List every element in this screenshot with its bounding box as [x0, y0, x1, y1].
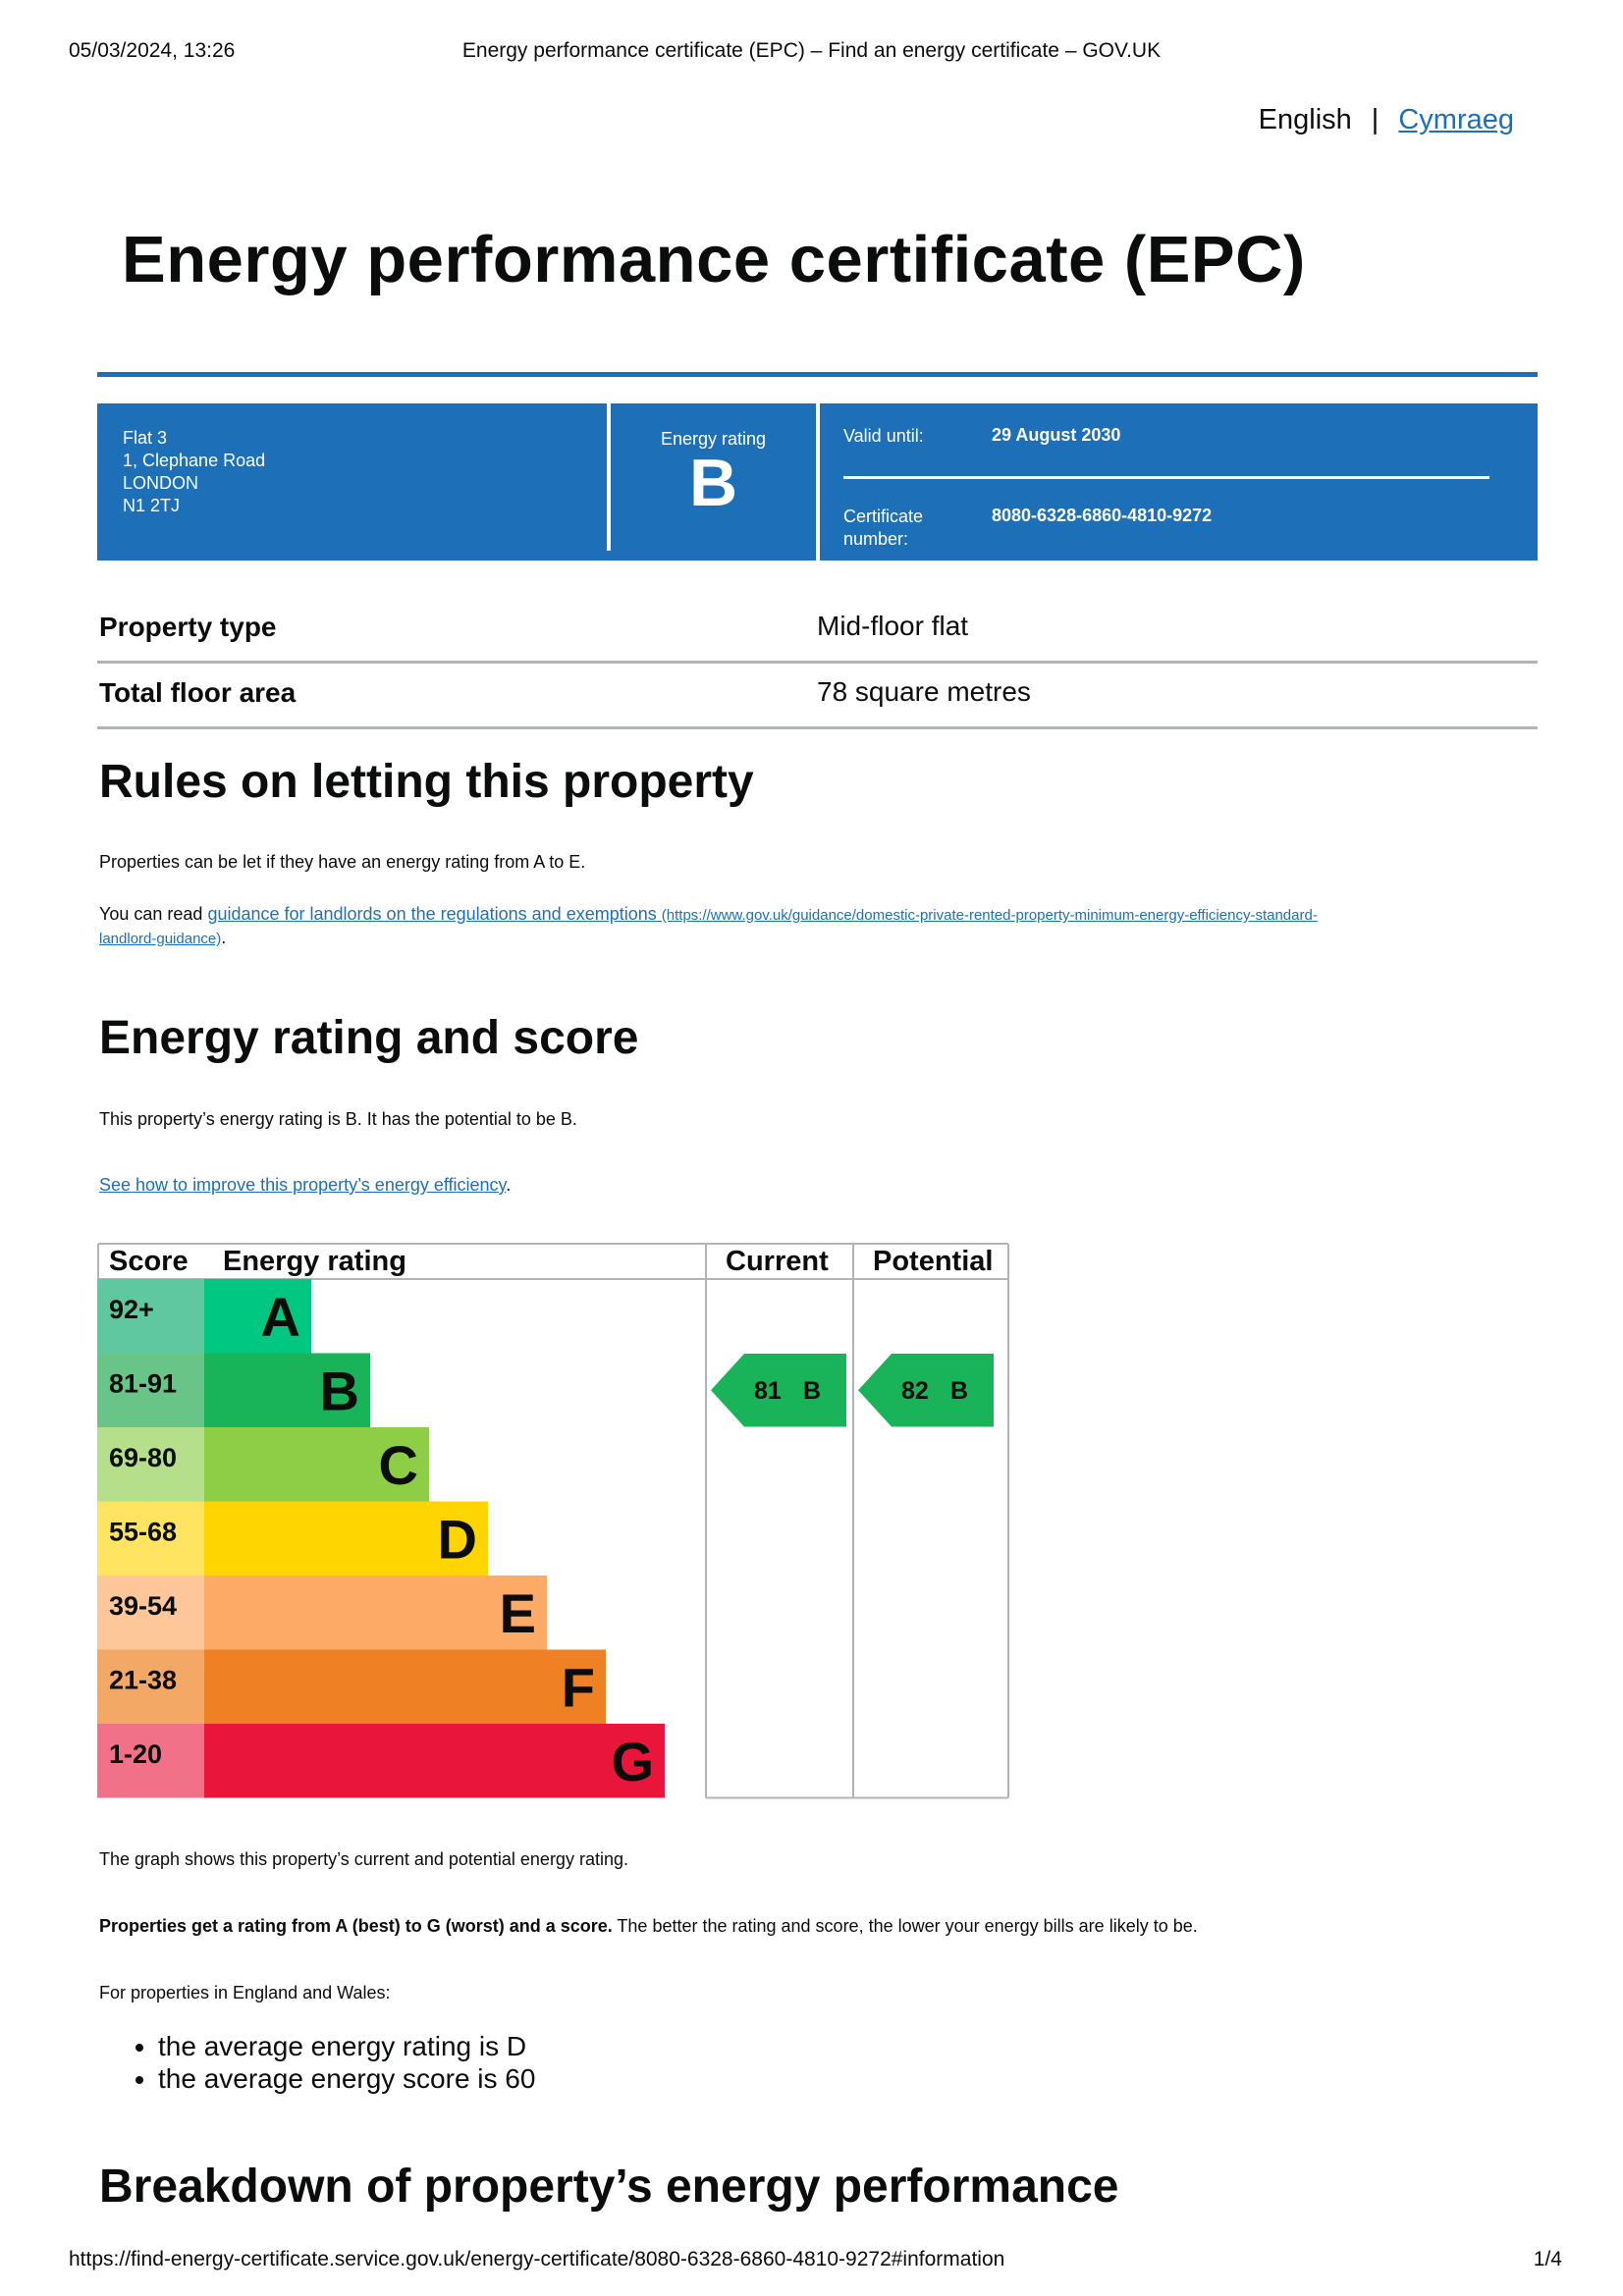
guidance-link[interactable] [99, 904, 1318, 947]
guidance-suffix: . [221, 928, 227, 947]
summary-row [97, 664, 1538, 729]
property-summary-list [97, 598, 1538, 729]
guidance-link-url: landlord-guidance) [99, 931, 222, 947]
band-letter: F [561, 1656, 595, 1719]
current-rating-letter: B [803, 1377, 822, 1405]
certificate-number-value: 8080-6328-6860-4810-9272 [992, 506, 1213, 525]
summary-value: Mid-floor flat [817, 611, 969, 641]
band-score-label: 1-20 [109, 1739, 163, 1769]
guidance-link-text: guidance for landlords on the regulations and exemptions [207, 904, 657, 924]
band-letter: B [319, 1360, 359, 1422]
potential-rating-letter: B [950, 1377, 969, 1405]
letting-heading: Rules on letting this property [99, 756, 754, 808]
band-letter: G [611, 1731, 654, 1792]
band-letter: D [437, 1508, 477, 1571]
list-item: • the average energy score is 60 [158, 2062, 535, 2095]
validity-divider [843, 476, 1489, 479]
current-rating-score: 81 [754, 1377, 782, 1405]
certificate-number-label [843, 506, 923, 551]
language-separator: | [1371, 104, 1380, 135]
summary-value: 78 square metres [817, 676, 1031, 707]
rating-explanation-rest: The better the rating and score, the lower your energy bills are likely to be. [612, 1916, 1198, 1936]
language-switcher [1259, 104, 1514, 136]
guidance-link-url: (https://www.gov.uk/guidance/domestic-private-rented-property-minimum-energy-efficiency-standard- [661, 907, 1318, 924]
graph-column-header: Score [109, 1246, 189, 1277]
rating-explanation [99, 1915, 1198, 1938]
energy-rating-graph [97, 1243, 1010, 1802]
band-score-label: 55-68 [109, 1517, 178, 1547]
graph-column-header: Current [726, 1246, 829, 1277]
improve-suffix: . [506, 1175, 512, 1195]
list-item: • the average energy rating is D [158, 2030, 535, 2062]
energy-rating-label: Energy rating [660, 429, 767, 449]
summary-row [97, 598, 1538, 664]
address-line: 1, Clephane Road [123, 451, 266, 470]
band-bar [204, 1724, 665, 1798]
title-divider [97, 372, 1538, 377]
band-bar [204, 1650, 606, 1725]
guidance-prefix: You can read [99, 904, 208, 924]
print-datetime: 05/03/2024, 13:26 [69, 39, 236, 62]
band-score-label: 92+ [109, 1295, 154, 1324]
band-letter: E [499, 1582, 536, 1644]
certificate-number-label-line: Certificate [843, 507, 924, 526]
print-page-number: 1/4 [1533, 2248, 1562, 2270]
graph-column-header: Energy rating [223, 1246, 406, 1277]
valid-until-label: Valid until: [843, 426, 924, 446]
print-footer-url: https://find-energy-certificate.service.gov.uk/energy-certificate/8080-6328-6860-4810-9272#information [69, 2248, 1005, 2270]
language-current: English [1258, 104, 1352, 135]
summary-key: Total floor area [99, 677, 297, 708]
certificate-summary-box [97, 403, 1538, 561]
address-line: Flat 3 [123, 428, 168, 448]
band-score-label: 69-80 [109, 1443, 178, 1472]
band-score-label: 81-91 [109, 1368, 178, 1399]
graph-caption: The graph shows this property’s current and potential energy rating. [99, 1849, 628, 1869]
england-wales-intro: For properties in England and Wales: [99, 1983, 391, 2002]
print-tab-title: Energy performance certificate (EPC) – Find an energy certificate – GOV.UK [461, 39, 1162, 62]
valid-until-value: 29 August 2030 [992, 425, 1121, 445]
language-link-cymraeg[interactable]: Cymraeg [1398, 104, 1514, 135]
energy-rating-paragraph: This property’s energy rating is B. It has the potential to be B. [99, 1109, 577, 1129]
certificate-number-label-line: number: [843, 529, 909, 549]
letting-paragraph: Properties can be let if they have an energy rating from A to E. [99, 852, 586, 872]
letting-guidance-paragraph [99, 903, 1513, 950]
address-line: N1 2TJ [123, 496, 181, 515]
improve-paragraph [99, 1174, 511, 1197]
band-score-label: 39-54 [109, 1591, 178, 1621]
graph-column-header: Potential [873, 1246, 994, 1277]
band-score-label: 21-38 [109, 1665, 178, 1695]
validity-cell [820, 403, 1538, 561]
rating-explanation-bold: Properties get a rating from A (best) to G (worst) and a score. [99, 1916, 613, 1936]
breakdown-heading: Breakdown of property’s energy performance [99, 2161, 1119, 2213]
summary-key: Property type [99, 612, 277, 642]
band-letter: C [378, 1434, 418, 1496]
potential-rating-score: 82 [901, 1377, 929, 1405]
improve-efficiency-link[interactable]: See how to improve this property’s energy efficiency [99, 1175, 507, 1195]
property-address [97, 403, 608, 561]
energy-rating-heading: Energy rating and score [99, 1012, 639, 1064]
energy-rating-letter: B [688, 446, 738, 520]
energy-rating-cell [611, 403, 816, 561]
average-list [99, 2030, 535, 2095]
band-bar [204, 1575, 547, 1650]
band-letter: A [260, 1286, 300, 1348]
page-title: Energy performance certificate (EPC) [122, 223, 1306, 296]
address-line: LONDON [123, 473, 199, 493]
